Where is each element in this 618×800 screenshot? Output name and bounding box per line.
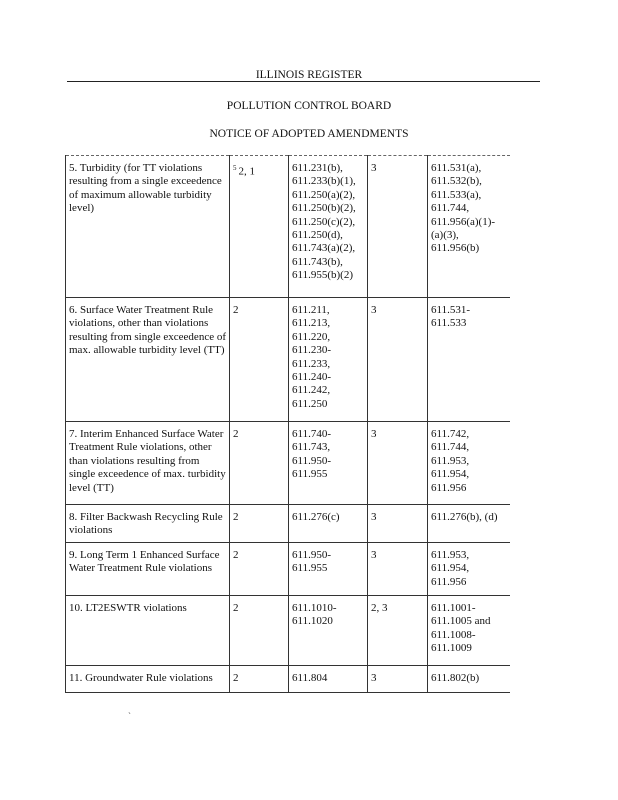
- monitoring-tier-cell: 3: [368, 543, 428, 596]
- violation-cell: 11. Groundwater Rule violations: [66, 666, 230, 693]
- monitoring-citation-cell: 611.802(b): [428, 666, 510, 693]
- tier-cell: 2: [230, 666, 289, 693]
- board-title: POLLUTION CONTROL BOARD: [226, 100, 392, 112]
- mcl-citation-cell: 611.804: [289, 666, 368, 693]
- table-row: [66, 156, 510, 298]
- table-row: [66, 666, 510, 693]
- monitoring-tier-cell: 3: [368, 156, 428, 298]
- violation-cell: 7. Interim Enhanced Surface Water Treatment Rule violations, other than violations resulting from single exceedence of max. turbidity level (TT): [66, 422, 230, 505]
- table-row: [66, 543, 510, 596]
- monitoring-tier-cell: 3: [368, 666, 428, 693]
- monitoring-citation-cell: 611.531- 611.533: [428, 298, 510, 422]
- tier-cell: 2: [230, 543, 289, 596]
- monitoring-citation-cell: 611.953, 611.954, 611.956: [428, 543, 510, 596]
- monitoring-tier-cell: 3: [368, 298, 428, 422]
- tier-cell: 2: [230, 596, 289, 666]
- violation-cell: 6. Surface Water Treatment Rule violations, other than violations resulting from single exceedence of max. allowable turbidity level (TT): [66, 298, 230, 422]
- violation-cell: 10. LT2ESWTR violations: [66, 596, 230, 666]
- mcl-citation-cell: 611.740- 611.743, 611.950- 611.955: [289, 422, 368, 505]
- mcl-citation-cell: 611.950- 611.955: [289, 543, 368, 596]
- monitoring-citation-cell: 611.742, 611.744, 611.953, 611.954, 611.956: [428, 422, 510, 505]
- tier-cell: $^5$ 2, 1: [230, 156, 289, 298]
- violation-cell: 9. Long Term 1 Enhanced Surface Water Treatment Rule violations: [66, 543, 230, 596]
- tier-cell: 2: [230, 422, 289, 505]
- table-row: [66, 505, 510, 543]
- tier-cell: 2: [230, 298, 289, 422]
- header-rule: [67, 81, 540, 82]
- violation-cell: 8. Filter Backwash Recycling Rule violations: [66, 505, 230, 543]
- violation-cell: 5. Turbidity (for TT violations resulting from a single exceedence of maximum allowable turbidity level): [66, 156, 230, 298]
- register-title: ILLINOIS REGISTER: [255, 69, 363, 81]
- stray-mark: `: [128, 711, 131, 721]
- table-row: [66, 596, 510, 666]
- monitoring-tier-cell: 3: [368, 505, 428, 543]
- monitoring-tier-cell: 2, 3: [368, 596, 428, 666]
- mcl-citation-cell: 611.1010- 611.1020: [289, 596, 368, 666]
- mcl-citation-cell: 611.211, 611.213, 611.220, 611.230- 611.233, 611.240- 611.242, 611.250: [289, 298, 368, 422]
- monitoring-citation-cell: 611.276(b), (d): [428, 505, 510, 543]
- monitoring-citation-cell: 611.531(a), 611.532(b), 611.533(a), 611.744, 611.956(a)(1)- (a)(3), 611.956(b): [428, 156, 510, 298]
- notice-title: NOTICE OF ADOPTED AMENDMENTS: [209, 128, 409, 140]
- monitoring-citation-cell: 611.1001- 611.1005 and 611.1008- 611.1009: [428, 596, 510, 666]
- footnote-marker: 5: [233, 164, 237, 172]
- violations-table: [65, 155, 510, 693]
- tier-cell: 2: [230, 505, 289, 543]
- table-row: [66, 422, 510, 505]
- table-row: [66, 298, 510, 422]
- mcl-citation-cell: 611.276(c): [289, 505, 368, 543]
- monitoring-tier-cell: 3: [368, 422, 428, 505]
- mcl-citation-cell: 611.231(b), 611.233(b)(1), 611.250(a)(2), 611.250(b)(2), 611.250(c)(2), 611.250(d), 611.743(a)(2), 611.743(b), 611.955(b)(2): [289, 156, 368, 298]
